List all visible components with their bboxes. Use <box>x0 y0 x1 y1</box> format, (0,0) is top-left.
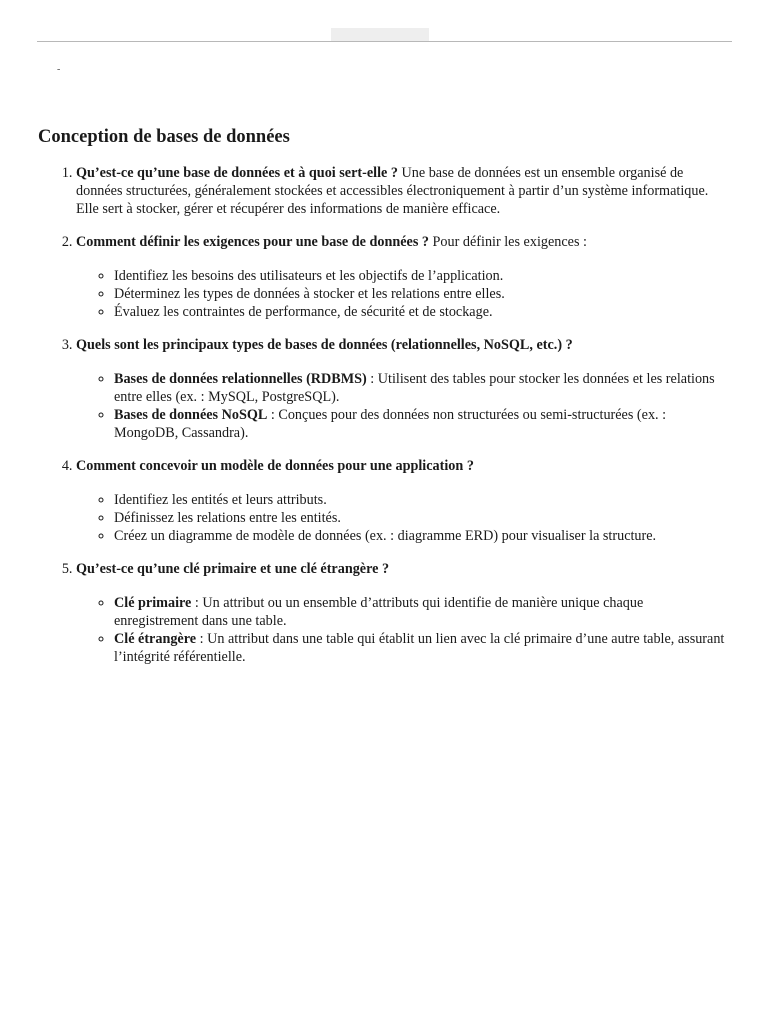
page-mark: - <box>57 64 61 75</box>
answer-text: Pour définir les exigences : <box>428 234 587 250</box>
question-text: Qu’est-ce qu’une base de données et à quoi sert-elle ? <box>76 165 398 181</box>
question-text: Comment définir les exigences pour une base de données ? <box>76 234 429 250</box>
document-body <box>38 125 728 681</box>
item-text: Identifiez les entités et leurs attributs. <box>114 492 327 508</box>
sub-list-item <box>114 509 728 527</box>
answer-text: Une base de données est un ensemble organisé de données structurées, généralement stockées et accessibles électroniquement à partir d’un système informatique. Elle sert à stocker, gérer et récupérer des informations de manière efficace. <box>76 165 709 217</box>
header-rule <box>37 41 732 42</box>
term-text: Bases de données relationnelles (RDBMS) <box>114 371 367 387</box>
sub-list <box>76 594 728 666</box>
question-list <box>38 164 728 666</box>
question-text: Quels sont les principaux types de bases de données (relationnelles, NoSQL, etc.) ? <box>76 337 573 353</box>
sub-list-item <box>114 267 728 285</box>
item-text: Évaluez les contraintes de performance, de sécurité et de stockage. <box>114 304 493 320</box>
item-text: Identifiez les besoins des utilisateurs et les objectifs de l’application. <box>114 268 504 284</box>
term-text: Bases de données NoSQL <box>114 407 268 423</box>
sub-list-item <box>114 406 728 442</box>
sub-list-item <box>114 630 728 666</box>
sub-list <box>76 267 728 321</box>
sub-list-item <box>114 303 728 321</box>
question-item <box>76 560 728 666</box>
sub-list-item <box>114 491 728 509</box>
question-text: Qu’est-ce qu’une clé primaire et une clé étrangère ? <box>76 561 390 577</box>
question-item <box>76 457 728 545</box>
sub-list <box>76 370 728 442</box>
item-text: : Conçues pour des données non structurées ou semi-structurées (ex. : MongoDB, Cassandra). <box>114 407 667 441</box>
item-text: : Utilisent des tables pour stocker les données et les relations entre elles (ex. : MySQL, PostgreSQL). <box>114 371 715 405</box>
question-text: Comment concevoir un modèle de données pour une application ? <box>76 458 474 474</box>
item-text: Déterminez les types de données à stocker et les relations entre elles. <box>114 286 505 302</box>
header-tab <box>331 28 429 41</box>
sub-list <box>76 491 728 545</box>
item-text: : Un attribut dans une table qui établit un lien avec la clé primaire d’une autre table, assurant l’intégrité référentielle. <box>114 631 725 665</box>
term-text: Clé étrangère <box>114 631 197 647</box>
question-item <box>76 233 728 321</box>
document-title: Conception de bases de données <box>38 127 290 147</box>
term-text: Clé primaire <box>114 595 192 611</box>
question-item <box>76 336 728 442</box>
item-text: Définissez les relations entre les entités. <box>114 510 341 526</box>
question-item <box>76 164 728 218</box>
item-text: Créez un diagramme de modèle de données (ex. : diagramme ERD) pour visualiser la structure. <box>114 528 657 544</box>
sub-list-item <box>114 527 728 545</box>
item-text: : Un attribut ou un ensemble d’attributs qui identifie de manière unique chaque enregistrement dans une table. <box>114 595 644 629</box>
sub-list-item <box>114 285 728 303</box>
sub-list-item <box>114 370 728 406</box>
sub-list-item <box>114 594 728 630</box>
